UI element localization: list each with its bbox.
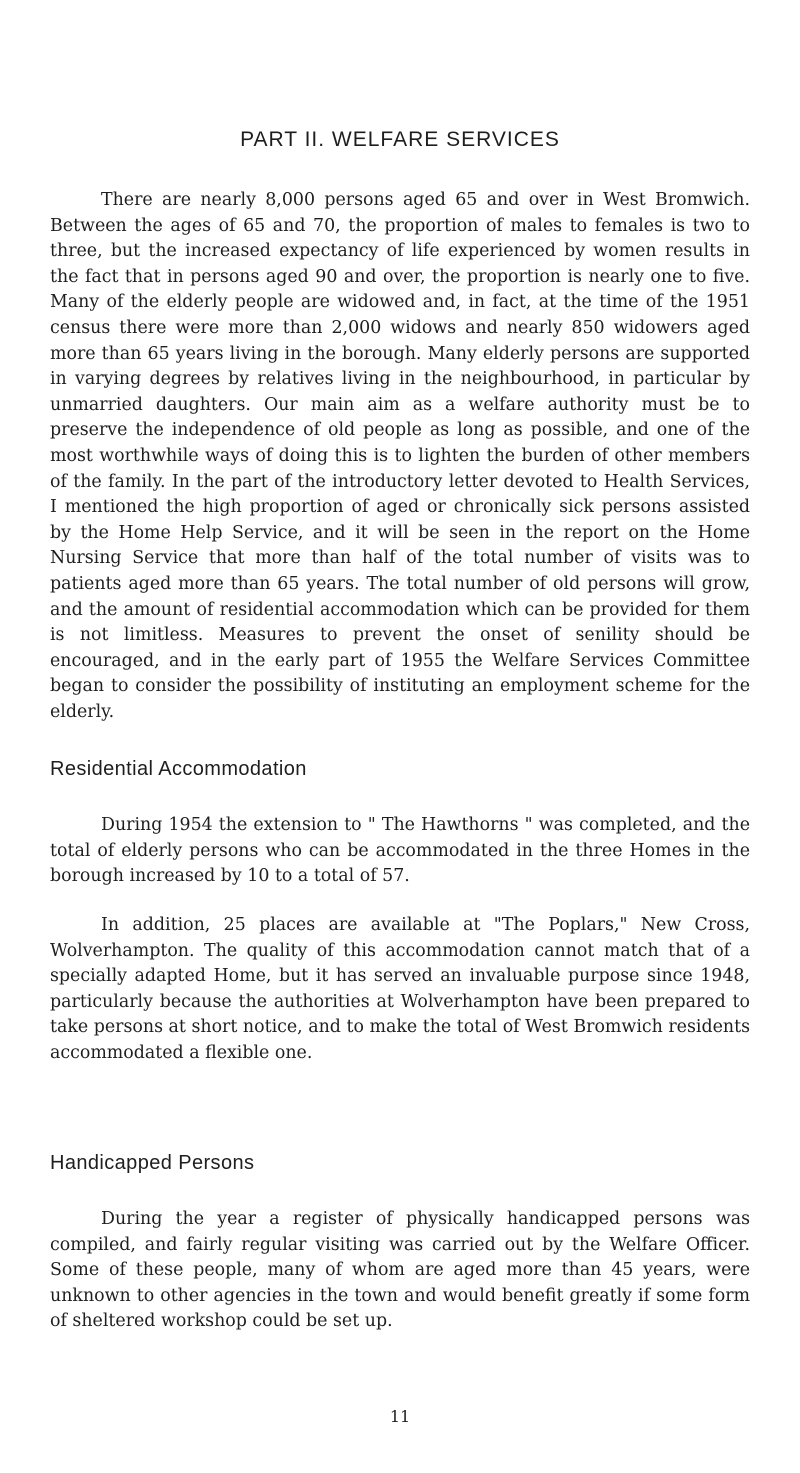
handicapped-paragraph-1: During the year a register of physically handicapped persons was compiled, and fairly regular visiting was carried out by the Welfare Officer. Some of these people, many of whom are aged more than 45 years, were unknown to other agencies in the town and would benefit greatly if some form of sheltered workshop could be set up. xyxy=(50,1209,750,1332)
part-title: PART II. WELFARE SERVICES xyxy=(240,128,560,151)
page-number: 11 xyxy=(389,1407,411,1426)
residential-paragraph-1: During 1954 the extension to " The Hawthorns " was completed, and the total of elderly persons who can be accommodated in the three Homes in the borough increased by 10 to a total of 57. xyxy=(50,815,750,887)
handicapped-persons-heading: Handicapped Persons xyxy=(50,1152,255,1174)
residential-accommodation-heading: Residential Accommodation xyxy=(50,758,307,780)
residential-paragraph-2: In addition, 25 places are available at "The Poplars," New Cross, Wolverhampton. The quality of this accommodation cannot match that of a specially adapted Home, but it has served an invaluable purpose since 1948, particularly because the authorities at Wolverhampton have been prepared to take persons at short notice, and to make the total of West Bromwich residents accommodated a flexible one. xyxy=(50,915,750,1063)
intro-paragraph: There are nearly 8,000 persons aged 65 and over in West Bromwich. Between the ages of 65 and 70, the proportion of males to females is two to three, but the increased expectancy of life experienced by women results in the fact that in persons aged 90 and over, the proportion is nearly one to five. Many of the elderly people are widowed and, in fact, at the time of the 1951 census there were more than 2,000 widows and nearly 850 widowers aged more than 65 years living in the borough. Many elderly persons are supported in varying degrees by relatives living in the neighbourhood, in particular by unmarried daughters. Our main aim as a welfare authority must be to preserve the independence of old people as long as possible, and one of the most worthwhile ways of doing this is to lighten the burden of other members of the family. In the part of the introductory letter devoted to Health Services, I mentioned the high proportion of aged or chronically sick persons assisted by the Home Help Service, and it will be seen in the report on the Home Nursing Service that more than half of the total number of visits was to patients aged more than 65 years. The total number of old persons will grow, and the amount of residential accommodation which can be provided for them is not limitless. Measures to prevent the onset of senility should be encouraged, and in the early part of 1955 the Welfare Services Committee began to consider the possibility of instituting an employment scheme for the elderly. xyxy=(50,190,750,722)
